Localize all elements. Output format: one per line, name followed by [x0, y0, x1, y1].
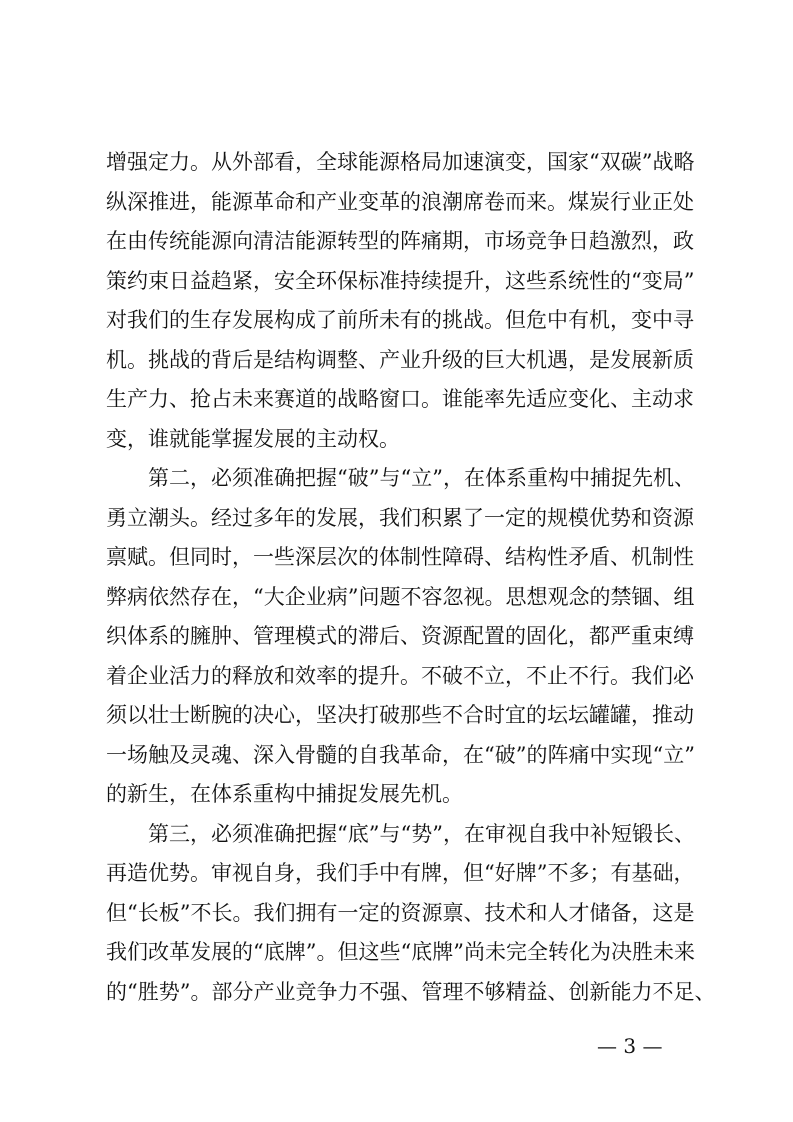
text-line: 再造优势。审视自身，我们手中有牌，但“好牌”不多；有基础， [106, 861, 695, 885]
text-line: 机。挑战的背后是结构调整、产业升级的巨大机遇，是发展新质 [106, 347, 694, 372]
body-text [106, 147, 716, 1016]
text-line: 我们改革发展的“底牌”。但这些“底牌”尚未完全转化为决胜未来 [106, 940, 695, 964]
text-line: 织体系的臃肿、管理模式的滞后、资源配置的固化，都严重束缚 [106, 624, 694, 648]
paragraph-start-line: 第三，必须准确把握“底”与“势”，在审视自我中补短锻长、 [148, 821, 695, 846]
text-line: 在由传统能源向清洁能源转型的阵痛期，市场竞争日趋激烈，政 [106, 229, 694, 253]
text-line: 的新生，在体系重构中捕捉发展先机。 [106, 782, 463, 806]
text-line: 的“胜势”。部分产业竞争力不强、管理不够精益、创新能力不足、 [106, 979, 716, 1004]
text-line: 但“长板”不长。我们拥有一定的资源禀、技术和人才储备，这是 [106, 900, 695, 925]
text-line: 对我们的生存发展构成了前所未有的挑战。但危中有机，变中寻 [106, 308, 694, 332]
paragraph-start-line: 第二，必须准确把握“破”与“立”，在体系重构中捕捉先机、 [148, 466, 695, 490]
text-line: 禀赋。但同时，一些深层次的体制性障碍、结构性矛盾、机制性 [106, 545, 694, 569]
text-line: 勇立潮头。经过多年的发展，我们积累了一定的规模优势和资源 [106, 505, 694, 530]
text-line: 须以壮士断腕的决心，坚决打破那些不合时宜的坛坛罐罐，推动 [106, 703, 694, 727]
text-line: 弊病依然存在，“大企业病”问题不容忽视。思想观念的禁锢、组 [106, 584, 695, 609]
text-line: 策约束日益趋紧，安全环保标准持续提升，这些系统性的“变局” [106, 268, 695, 293]
page-number: — 3 — [597, 1034, 663, 1058]
text-line: 增强定力。从外部看，全球能源格局加速演变，国家“双碳”战略 [106, 150, 695, 174]
text-line: 着企业活力的释放和效率的提升。不破不立，不止不行。我们必 [106, 663, 694, 688]
text-line: 生产力、抢占未来赛道的战略窗口。谁能率先适应变化、主动求 [106, 387, 694, 411]
text-line: 纵深推进，能源革命和产业变革的浪潮席卷而来。煤炭行业正处 [106, 189, 694, 214]
text-line: 一场触及灵魂、深入骨髓的自我革命，在“破”的阵痛中实现“立” [106, 742, 695, 767]
text-line: 变，谁就能掌握发展的主动权。 [106, 426, 400, 451]
